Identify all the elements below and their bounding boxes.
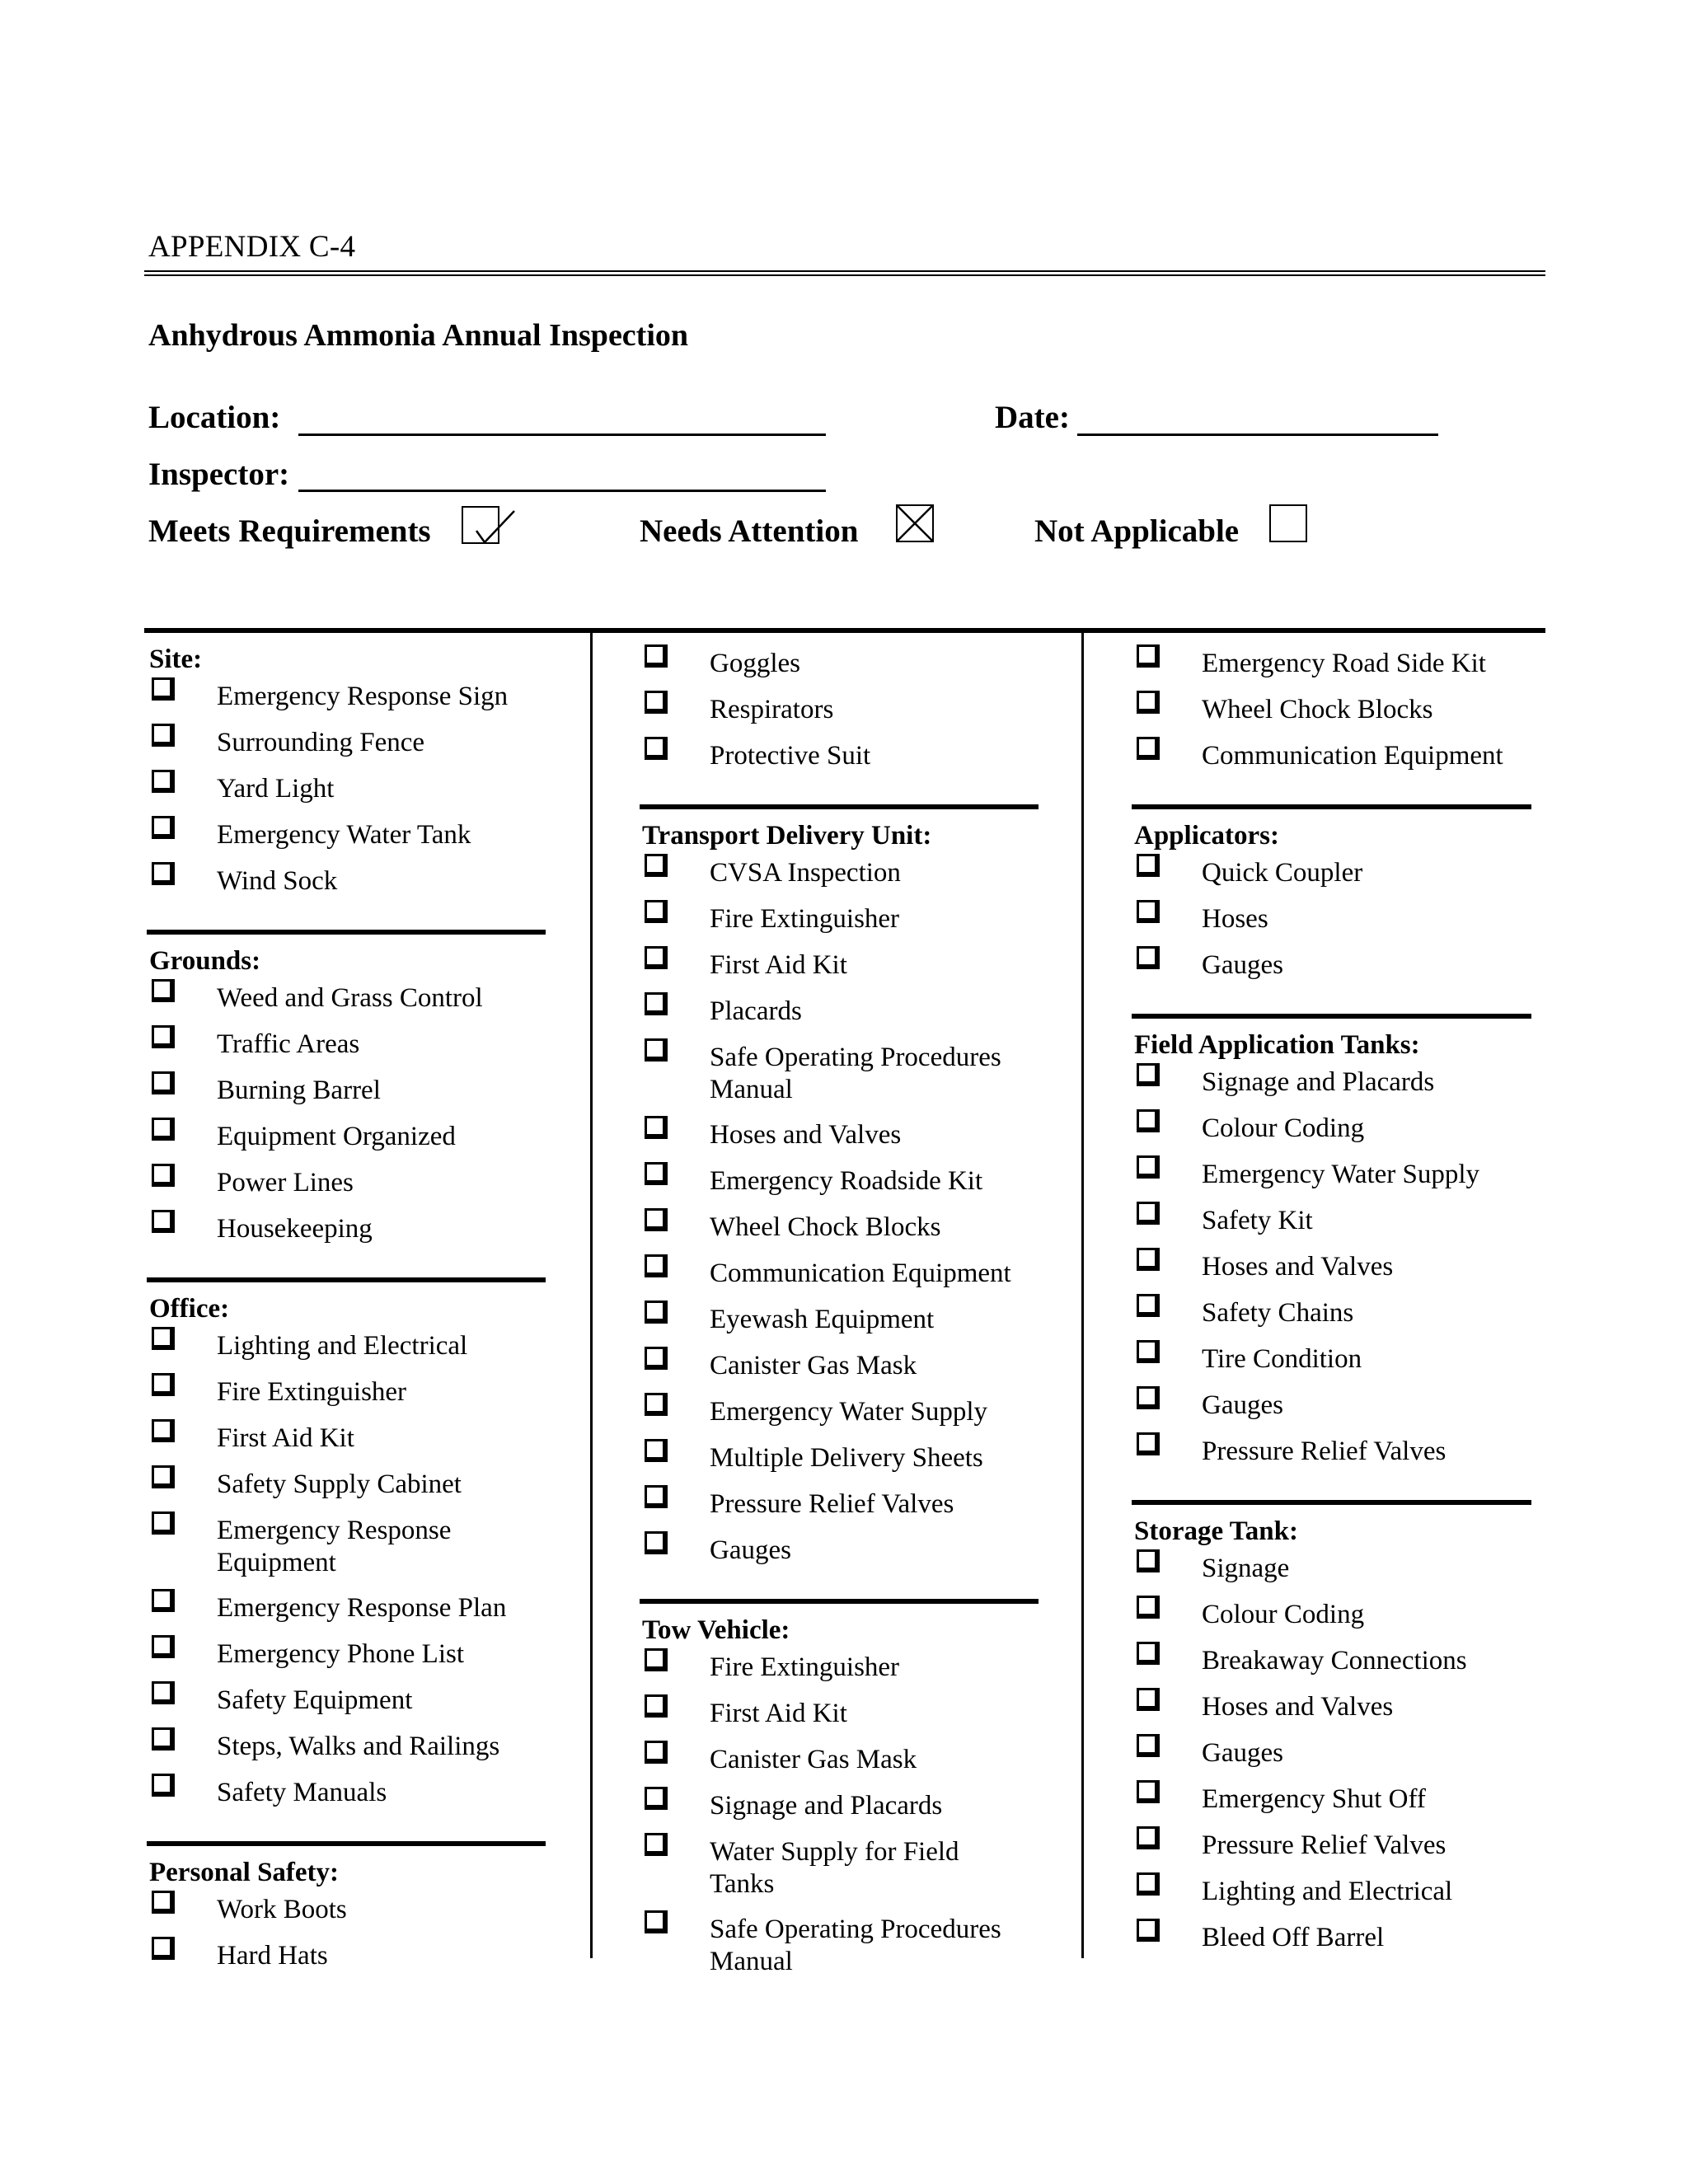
checklist-item — [1132, 735, 1531, 781]
checkbox-icon[interactable] — [1137, 854, 1160, 877]
checklist-item-label: Burning Barrel — [217, 1076, 381, 1105]
section-heading: Office: — [149, 1294, 230, 1324]
checkbox-icon[interactable] — [152, 816, 175, 839]
checkbox-icon[interactable] — [152, 979, 175, 1002]
checklist-item — [147, 1325, 546, 1371]
checklist-item — [640, 944, 1039, 991]
checklist-item — [1132, 1385, 1531, 1431]
checklist-item — [147, 1464, 546, 1510]
checkbox-icon[interactable] — [152, 1727, 175, 1750]
checklist-item — [1132, 1686, 1531, 1732]
checklist-item-label: Pressure Relief Valves — [710, 1489, 954, 1519]
checklist-item-label: Hoses — [1202, 904, 1268, 934]
checkbox-icon[interactable] — [645, 1038, 668, 1062]
checklist-item-label: Gauges — [1202, 950, 1283, 980]
checklist-item — [1132, 1594, 1531, 1640]
section-rule — [1132, 1014, 1531, 1019]
checkbox-icon[interactable] — [152, 1681, 175, 1704]
checklist-item-label: Safety Kit — [1202, 1206, 1313, 1235]
meets-requirements-label: Meets Requirements — [148, 513, 431, 549]
checklist-item-label: Safety Manuals — [217, 1778, 387, 1807]
checklist-item — [640, 643, 1039, 689]
checklist-item-label: Gauges — [1202, 1390, 1283, 1420]
checklist-item-label: Communication Equipment — [710, 1258, 1011, 1288]
checklist-item-label: Colour Coding — [1202, 1113, 1365, 1143]
checkbox-icon[interactable] — [1137, 1688, 1160, 1711]
checklist-item — [147, 1070, 546, 1116]
checklist-item — [640, 1647, 1039, 1693]
checkbox-icon[interactable] — [1137, 1109, 1160, 1132]
checkbox-icon[interactable] — [152, 1164, 175, 1187]
checklist-item-label: Signage and Placards — [710, 1791, 943, 1821]
checklist-item — [640, 1207, 1039, 1253]
checklist-item-label: First Aid Kit — [710, 1699, 847, 1728]
checkbox-icon[interactable] — [152, 1327, 175, 1350]
checklist-item — [147, 1772, 546, 1818]
checkbox-icon[interactable] — [645, 854, 668, 877]
checkbox-icon[interactable] — [1137, 691, 1160, 714]
checklist-item-label: Multiple Delivery Sheets — [710, 1443, 983, 1473]
checkbox-icon[interactable] — [1137, 1063, 1160, 1086]
checkbox-icon[interactable] — [1137, 1872, 1160, 1896]
checklist-item-label: Emergency Phone List — [217, 1639, 464, 1669]
checklist-item-label: Gauges — [710, 1535, 791, 1565]
checklist-item-label: First Aid Kit — [710, 950, 847, 980]
checkbox-icon[interactable] — [645, 1439, 668, 1462]
checklist-item-label: Emergency Road Side Kit — [1202, 649, 1486, 678]
checklist-item-label: Hoses and Valves — [1202, 1692, 1394, 1722]
checklist-item — [640, 1391, 1039, 1437]
checklist-item — [1132, 1062, 1531, 1108]
checklist-item-label: Hoses and Valves — [710, 1120, 902, 1150]
section-applicators — [1132, 819, 1531, 991]
checklist-item-label: Surrounding Fence — [217, 728, 425, 757]
checkbox-icon[interactable] — [1137, 1734, 1160, 1757]
checklist-top-rule — [144, 628, 1545, 633]
checklist-item — [640, 1530, 1039, 1576]
checklist-column-3 — [1132, 643, 1531, 1963]
section-rule — [1132, 1500, 1531, 1505]
checklist-item — [640, 1785, 1039, 1831]
checklist-item-label: Tire Condition — [1202, 1344, 1362, 1374]
checklist-item — [147, 1208, 546, 1254]
checklist-item-label: Emergency Water Supply — [1202, 1160, 1480, 1189]
checkbox-icon[interactable] — [152, 862, 175, 885]
checklist-item-label: Fire Extinguisher — [710, 904, 900, 934]
checklist-item-label: Canister Gas Mask — [710, 1745, 917, 1774]
checklist-item-label: Fire Extinguisher — [710, 1652, 900, 1682]
checklist-item — [147, 1587, 546, 1633]
checkbox-icon[interactable] — [645, 1741, 668, 1764]
checkbox-icon[interactable] — [152, 1937, 175, 1960]
checkbox-icon[interactable] — [645, 1347, 668, 1370]
checklist-item-label: Eyewash Equipment — [710, 1305, 935, 1334]
checkbox-icon[interactable] — [645, 1694, 668, 1718]
checklist-item — [147, 1726, 546, 1772]
checklist-item-label: Protective Suit — [710, 741, 871, 771]
section-heading: Grounds: — [149, 946, 261, 976]
section-heading: Transport Delivery Unit: — [642, 821, 932, 851]
checklist-item — [1132, 1431, 1531, 1477]
checkbox-icon[interactable] — [152, 1118, 175, 1141]
checklist-item-label: Lighting and Electrical — [217, 1331, 468, 1361]
checklist-item-label: Steps, Walks and Railings — [217, 1732, 500, 1761]
checkbox-icon[interactable] — [1137, 1432, 1160, 1455]
checkbox-icon[interactable] — [645, 992, 668, 1015]
checklist-item — [1132, 1154, 1531, 1200]
checkbox-icon[interactable] — [1137, 1642, 1160, 1665]
checklist-item — [1132, 1732, 1531, 1779]
checklist-item-label: Safety Chains — [1202, 1298, 1354, 1328]
checklist-item-label: Traffic Areas — [217, 1029, 360, 1059]
checklist-item — [640, 1437, 1039, 1483]
checkbox-icon[interactable] — [645, 691, 668, 714]
meets-requirements-check-icon — [462, 506, 499, 544]
needs-attention-label: Needs Attention — [640, 513, 859, 549]
checklist-item — [147, 1116, 546, 1162]
checklist-item-label: Emergency Response Plan — [217, 1593, 507, 1623]
checklist-column-1 — [147, 643, 546, 1981]
checklist-item-label: Wheel Chock Blocks — [710, 1212, 941, 1242]
checklist-item-label: Signage — [1202, 1554, 1290, 1583]
section-rule — [640, 804, 1039, 809]
section-transport-delivery-unit — [640, 819, 1039, 1576]
checklist-item — [1132, 1825, 1531, 1871]
checklist-item — [147, 1889, 546, 1935]
date-label: Date: — [995, 400, 1070, 435]
checklist-item-label: Weed and Grass Control — [217, 983, 483, 1013]
checklist-item-label: Pressure Relief Valves — [1202, 1830, 1447, 1860]
checklist-item — [1132, 1917, 1531, 1963]
checkbox-icon[interactable] — [1137, 900, 1160, 923]
checkbox-icon[interactable] — [152, 1071, 175, 1094]
checkbox-icon[interactable] — [645, 1485, 668, 1508]
checklist-item — [1132, 689, 1531, 735]
checklist-item — [640, 735, 1039, 781]
column-divider-2 — [1081, 631, 1084, 1958]
section-rule — [147, 1841, 546, 1846]
checkbox-icon[interactable] — [152, 1635, 175, 1658]
checklist-item — [147, 814, 546, 860]
checklist-item — [640, 1739, 1039, 1785]
checklist-item-label: Safety Supply Cabinet — [217, 1469, 462, 1499]
section-continued-3 — [1132, 643, 1531, 781]
checklist-item — [147, 977, 546, 1024]
checklist-item-label: Yard Light — [217, 774, 335, 804]
checklist-item-label: Housekeeping — [217, 1214, 373, 1244]
checkbox-icon[interactable] — [1137, 1549, 1160, 1572]
checklist-item-label: Safe Operating Procedures Manual — [710, 1915, 1001, 1976]
checklist-item — [640, 689, 1039, 735]
checklist-item-label: Emergency Response Sign — [217, 682, 509, 711]
checkbox-icon[interactable] — [1137, 1596, 1160, 1619]
checklist-item-label: Pressure Relief Valves — [1202, 1436, 1447, 1466]
checklist-item — [1132, 1338, 1531, 1385]
checklist-item-label: Canister Gas Mask — [710, 1351, 917, 1380]
checklist-item-label: Quick Coupler — [1202, 858, 1363, 888]
checkbox-icon[interactable] — [645, 1531, 668, 1554]
checkbox-icon[interactable] — [1137, 644, 1160, 668]
checklist-item-label: First Aid Kit — [217, 1423, 354, 1453]
checkbox-icon[interactable] — [645, 1833, 668, 1856]
checkbox-icon[interactable] — [152, 1025, 175, 1048]
checklist-item — [147, 1935, 546, 1981]
section-heading: Tow Vehicle: — [642, 1615, 790, 1645]
section-heading: Personal Safety: — [149, 1858, 340, 1887]
section-grounds — [147, 944, 546, 1254]
checklist-item — [640, 1693, 1039, 1739]
checklist-item-label: Equipment Organized — [217, 1122, 456, 1151]
checkbox-icon[interactable] — [1137, 1386, 1160, 1409]
checklist-item-label: Emergency Water Supply — [710, 1397, 988, 1427]
checklist-item — [640, 1160, 1039, 1207]
section-field-application-tanks — [1132, 1029, 1531, 1477]
checklist-item — [640, 1299, 1039, 1345]
checkbox-icon[interactable] — [1137, 1155, 1160, 1179]
checkbox-icon[interactable] — [1137, 737, 1160, 760]
checklist-item-label: Emergency Response Equipment — [217, 1516, 452, 1577]
header-rule-bottom — [144, 274, 1545, 276]
checklist-item — [640, 852, 1039, 898]
location-field[interactable] — [298, 434, 826, 436]
checklist-item — [640, 1114, 1039, 1160]
checklist-item-label: Safety Equipment — [217, 1685, 413, 1715]
checkbox-icon[interactable] — [645, 1254, 668, 1277]
checklist-item-label: Goggles — [710, 649, 800, 678]
document-title: Anhydrous Ammonia Annual Inspection — [148, 318, 689, 353]
checklist-item — [147, 1024, 546, 1070]
checkbox-icon[interactable] — [1137, 1780, 1160, 1803]
column-divider-1 — [590, 631, 593, 1958]
checklist-item — [147, 1162, 546, 1208]
checkbox-icon[interactable] — [152, 1891, 175, 1914]
checklist-item — [147, 1371, 546, 1418]
checklist-item — [640, 991, 1039, 1037]
checklist-item — [1132, 1779, 1531, 1825]
inspector-label: Inspector: — [148, 457, 290, 492]
checklist-item-label: Communication Equipment — [1202, 741, 1503, 771]
section-rule — [640, 1599, 1039, 1604]
section-heading: Storage Tank: — [1134, 1516, 1298, 1546]
section-rule — [147, 1277, 546, 1282]
checklist-item — [147, 722, 546, 768]
checkbox-icon[interactable] — [152, 1465, 175, 1488]
section-continued-2 — [640, 643, 1039, 781]
section-personal-safety — [147, 1856, 546, 1981]
checklist-item — [1132, 1871, 1531, 1917]
checklist-item — [1132, 643, 1531, 689]
checklist-item-label: Hard Hats — [217, 1941, 328, 1971]
header-rule-top — [144, 270, 1545, 272]
checkbox-icon[interactable] — [152, 1419, 175, 1442]
checkbox-icon[interactable] — [645, 1393, 668, 1416]
checklist-item-label: Signage and Placards — [1202, 1067, 1435, 1097]
checklist-item — [147, 860, 546, 907]
section-rule — [147, 930, 546, 935]
checkbox-icon[interactable] — [1137, 1248, 1160, 1271]
checklist-item — [640, 1831, 1039, 1909]
checklist-item-label: Hoses and Valves — [1202, 1252, 1394, 1282]
checklist-item-label: Wheel Chock Blocks — [1202, 695, 1433, 724]
checkbox-icon[interactable] — [645, 1208, 668, 1231]
checklist-item — [147, 768, 546, 814]
checklist-item-label: Wind Sock — [217, 866, 338, 896]
checklist-item — [147, 676, 546, 722]
checklist-item-label: Breakaway Connections — [1202, 1646, 1467, 1675]
checklist-item-label: Respirators — [710, 695, 834, 724]
checklist-item — [1132, 898, 1531, 944]
checkbox-icon[interactable] — [645, 900, 668, 923]
checkbox-icon[interactable] — [152, 677, 175, 701]
checklist-item — [1132, 1292, 1531, 1338]
checkbox-icon[interactable] — [152, 1373, 175, 1396]
checkbox-icon[interactable] — [152, 1210, 175, 1233]
checkbox-icon[interactable] — [645, 644, 668, 668]
date-field[interactable] — [1077, 434, 1438, 436]
checklist-item — [1132, 852, 1531, 898]
section-tow-vehicle — [640, 1614, 1039, 1986]
checklist-item — [640, 1253, 1039, 1299]
section-site — [147, 643, 546, 907]
checkbox-icon[interactable] — [645, 1787, 668, 1810]
appendix-label: APPENDIX C-4 — [148, 230, 356, 264]
checklist-item — [640, 1483, 1039, 1530]
checklist-item-label: Power Lines — [217, 1168, 354, 1197]
checklist-item-label: Fire Extinguisher — [217, 1377, 407, 1407]
checkbox-icon[interactable] — [645, 737, 668, 760]
checklist-item-label: Placards — [710, 996, 802, 1026]
checklist-item-label: Water Supply for Field Tanks — [710, 1837, 959, 1899]
checklist-item-label: Emergency Water Tank — [217, 820, 471, 850]
checkbox-icon[interactable] — [1137, 1919, 1160, 1942]
section-storage-tank — [1132, 1515, 1531, 1963]
checklist-item-label: Work Boots — [217, 1895, 347, 1924]
section-heading: Applicators: — [1134, 821, 1279, 851]
checkbox-icon[interactable] — [645, 1648, 668, 1671]
checklist-item-label: Emergency Roadside Kit — [710, 1166, 983, 1196]
checklist-item-label: Emergency Shut Off — [1202, 1784, 1426, 1814]
checklist-column-2 — [640, 643, 1039, 1986]
checklist-item — [1132, 1200, 1531, 1246]
checklist-item-label: Colour Coding — [1202, 1600, 1365, 1629]
checklist-item — [640, 1037, 1039, 1114]
checklist-item — [147, 1418, 546, 1464]
checkbox-icon[interactable] — [152, 724, 175, 747]
checklist-item-label: Bleed Off Barrel — [1202, 1923, 1385, 1952]
checklist-item — [1132, 1548, 1531, 1594]
checkbox-icon[interactable] — [1137, 1340, 1160, 1363]
checklist-item — [640, 1345, 1039, 1391]
section-office — [147, 1292, 546, 1818]
checkbox-icon[interactable] — [152, 1774, 175, 1797]
checklist-item — [640, 1909, 1039, 1986]
checklist-item-label: Lighting and Electrical — [1202, 1877, 1453, 1906]
checklist-item — [147, 1680, 546, 1726]
checklist-item — [147, 1633, 546, 1680]
checklist-item — [147, 1510, 546, 1587]
checklist-item-label: CVSA Inspection — [710, 858, 901, 888]
checkbox-icon[interactable] — [1137, 1202, 1160, 1225]
location-label: Location: — [148, 400, 281, 435]
checklist-item-label: Gauges — [1202, 1738, 1283, 1768]
not-applicable-box-icon — [1269, 504, 1307, 542]
checklist-item — [1132, 1246, 1531, 1292]
checklist-item — [640, 898, 1039, 944]
section-rule — [1132, 804, 1531, 809]
checkbox-icon[interactable] — [645, 1116, 668, 1139]
checkbox-icon[interactable] — [645, 1301, 668, 1324]
checkbox-icon[interactable] — [1137, 946, 1160, 969]
section-heading: Site: — [149, 644, 203, 674]
checkbox-icon[interactable] — [152, 1511, 175, 1535]
checkbox-icon[interactable] — [152, 770, 175, 793]
checklist-item — [1132, 1108, 1531, 1154]
not-applicable-label: Not Applicable — [1034, 513, 1240, 549]
inspector-field[interactable] — [298, 490, 826, 492]
checklist-item — [1132, 944, 1531, 991]
checkbox-icon[interactable] — [645, 1162, 668, 1185]
needs-attention-x-icon — [896, 504, 934, 542]
checkbox-icon[interactable] — [1137, 1294, 1160, 1317]
checkbox-icon[interactable] — [152, 1589, 175, 1612]
checklist-item-label: Safe Operating Procedures Manual — [710, 1043, 1001, 1104]
checkbox-icon[interactable] — [645, 1910, 668, 1933]
checklist-item — [1132, 1640, 1531, 1686]
checkbox-icon[interactable] — [1137, 1826, 1160, 1849]
checkbox-icon[interactable] — [645, 946, 668, 969]
section-heading: Field Application Tanks: — [1134, 1030, 1420, 1060]
